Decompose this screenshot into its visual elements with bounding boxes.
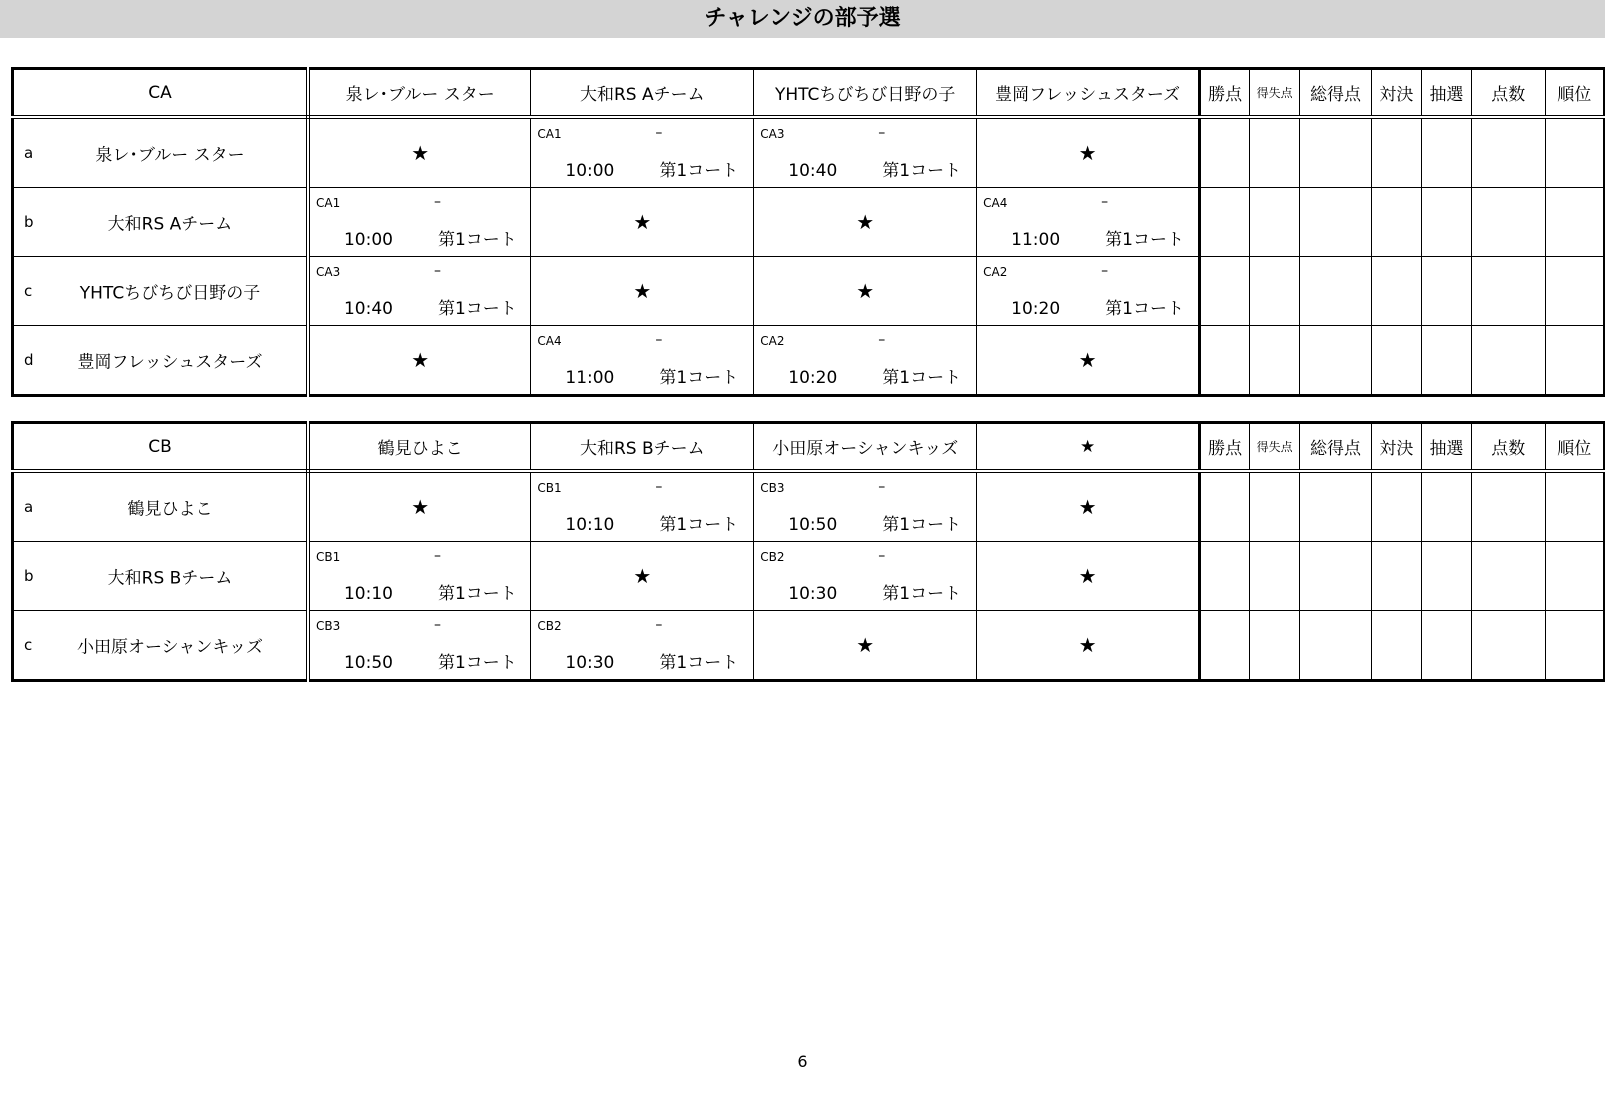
row-team-cell (13, 188, 308, 257)
match-cell (754, 257, 977, 326)
self-match-star: ★ (856, 279, 875, 303)
score-dash: – (433, 194, 441, 210)
score-dash: – (433, 617, 441, 633)
stat-cell (1200, 471, 1250, 542)
stat-header: 総得点 (1300, 423, 1372, 472)
match-cell (754, 117, 977, 188)
self-match-star: ★ (1078, 495, 1097, 519)
stat-cell (1471, 471, 1545, 542)
stat-cell (1250, 326, 1300, 396)
row-team-cell (13, 471, 308, 542)
match-cell (754, 471, 977, 542)
stat-cell (1421, 326, 1471, 396)
self-match-star: ★ (856, 633, 875, 657)
match-cell (977, 188, 1200, 257)
page-number: 6 (797, 1052, 808, 1071)
stat-header: 順位 (1545, 423, 1604, 472)
match-court: 第1コート (437, 653, 517, 673)
match-code: CA1 (315, 196, 341, 210)
match-cell (308, 117, 531, 188)
column-team-header: YHTCちびちび日野の子 (754, 69, 977, 118)
match-code: CA2 (760, 334, 785, 348)
stat-cell (1371, 326, 1421, 396)
match-code: CB3 (760, 481, 785, 495)
stat-cell (1250, 471, 1300, 542)
match-cell (531, 188, 754, 257)
match-code: CA4 (537, 334, 562, 348)
column-team-header: 大和RS Bチーム (531, 423, 754, 472)
stat-cell (1250, 257, 1300, 326)
column-team-header: 小田原オーシャンキッズ (754, 423, 977, 472)
stat-cell (1250, 188, 1300, 257)
table-row (13, 542, 1605, 611)
match-code: CA3 (315, 265, 341, 279)
match-time: 10:00 (343, 230, 393, 250)
stat-header: 勝点 (1200, 423, 1250, 472)
stat-header: 順位 (1545, 69, 1604, 118)
stat-cell (1421, 257, 1471, 326)
match-cell (308, 257, 531, 326)
match-code: CA4 (983, 196, 1008, 210)
stat-cell (1471, 257, 1545, 326)
header-row (13, 423, 1605, 472)
row-team-cell (13, 542, 308, 611)
row-tag: c (24, 282, 33, 300)
self-match-star: ★ (411, 348, 430, 372)
match-court: 第1コート (437, 299, 517, 319)
stat-cell (1200, 188, 1250, 257)
match-court: 第1コート (1105, 230, 1184, 250)
match-code: CA1 (537, 127, 562, 141)
stat-header: 総得点 (1300, 69, 1372, 118)
self-match-star: ★ (1078, 564, 1097, 588)
league-table-ca (11, 67, 1605, 397)
score-dash: – (878, 479, 886, 495)
match-cell (977, 611, 1200, 681)
match-cell (754, 542, 977, 611)
stat-header: 得失点 (1250, 423, 1300, 472)
match-time: 10:40 (343, 299, 393, 319)
match-cell (308, 188, 531, 257)
stat-cell (1200, 326, 1250, 396)
row-team-cell (13, 611, 308, 681)
stat-cell (1371, 188, 1421, 257)
score-dash: – (655, 125, 663, 141)
row-team-name: YHTCちびちび日野の子 (79, 283, 261, 304)
stat-header: 勝点 (1200, 69, 1250, 118)
match-cell (754, 326, 977, 396)
match-time: 10:10 (343, 584, 393, 604)
row-tag: d (24, 351, 34, 369)
score-dash: – (655, 479, 663, 495)
column-team-header: 泉レ･ブルー スター (308, 69, 531, 118)
match-cell (531, 117, 754, 188)
match-court: 第1コート (437, 230, 517, 250)
stat-cell (1545, 257, 1604, 326)
match-court: 第1コート (437, 584, 517, 604)
league-table-cb (11, 421, 1605, 682)
match-cell (531, 542, 754, 611)
match-code: CA3 (760, 127, 785, 141)
match-code: CA2 (983, 265, 1008, 279)
stat-cell (1300, 117, 1372, 188)
self-match-star: ★ (411, 495, 430, 519)
match-cell (531, 257, 754, 326)
stat-header: 点数 (1471, 69, 1545, 118)
row-tag: a (24, 498, 34, 516)
stat-cell (1545, 542, 1604, 611)
match-time: 10:50 (788, 515, 838, 535)
stat-cell (1545, 611, 1604, 681)
row-team-name: 豊岡フレッシュスターズ (77, 352, 263, 373)
stat-cell (1200, 257, 1250, 326)
match-cell (977, 326, 1200, 396)
row-tag: b (24, 213, 34, 231)
stat-header: 点数 (1471, 423, 1545, 472)
match-court: 第1コート (882, 368, 962, 388)
score-dash: – (655, 332, 663, 348)
stat-cell (1471, 117, 1545, 188)
table-row (13, 326, 1605, 396)
row-team-name: 小田原オーシャンキッズ (77, 637, 263, 658)
score-dash: – (655, 617, 663, 633)
match-court: 第1コート (1105, 299, 1184, 319)
score-dash: – (1101, 194, 1109, 210)
column-team-header: 鶴見ひよこ (308, 423, 531, 472)
self-match-star: ★ (633, 564, 652, 588)
stat-cell (1200, 611, 1250, 681)
row-team-cell (13, 326, 308, 396)
match-cell (754, 188, 977, 257)
match-code: CB2 (760, 550, 785, 564)
page-title: チャレンジの部予選 (0, 0, 1605, 38)
score-dash: – (878, 548, 886, 564)
stat-cell (1200, 542, 1250, 611)
match-cell (977, 117, 1200, 188)
match-time: 10:10 (565, 515, 615, 535)
stat-header: 対決 (1371, 69, 1421, 118)
stat-cell (1371, 257, 1421, 326)
match-cell (977, 471, 1200, 542)
stat-cell (1371, 611, 1421, 681)
match-cell (531, 326, 754, 396)
stat-cell (1371, 471, 1421, 542)
stat-cell (1300, 188, 1372, 257)
score-dash: – (433, 263, 441, 279)
match-cell (531, 471, 754, 542)
match-time: 10:40 (788, 161, 838, 181)
table-row (13, 117, 1605, 188)
stat-cell (1471, 188, 1545, 257)
row-team-name: 大和RS Bチーム (107, 568, 233, 589)
match-court: 第1コート (882, 515, 962, 535)
stat-header: 抽選 (1421, 423, 1471, 472)
stat-cell (1421, 117, 1471, 188)
match-time: 11:00 (565, 368, 615, 388)
match-court: 第1コート (659, 161, 739, 181)
stat-header: 得失点 (1250, 69, 1300, 118)
stat-cell (1545, 471, 1604, 542)
self-match-star: ★ (411, 141, 430, 165)
stat-cell (1300, 542, 1372, 611)
self-match-star: ★ (1078, 141, 1097, 165)
match-time: 10:50 (343, 653, 393, 673)
table-row (13, 257, 1605, 326)
stat-cell (1250, 611, 1300, 681)
score-dash: – (878, 332, 886, 348)
column-team-header: 大和RS Aチーム (531, 69, 754, 118)
match-cell (977, 542, 1200, 611)
stat-header: 対決 (1371, 423, 1421, 472)
match-time: 10:00 (565, 161, 615, 181)
header-row (13, 69, 1605, 118)
self-match-star: ★ (856, 210, 875, 234)
group-name: CA (13, 69, 308, 118)
table-row (13, 188, 1605, 257)
column-team-header: ★ (977, 423, 1200, 472)
stat-cell (1421, 188, 1471, 257)
match-cell (308, 542, 531, 611)
row-team-cell (13, 257, 308, 326)
match-cell (308, 471, 531, 542)
row-tag: a (24, 144, 34, 162)
stat-cell (1300, 326, 1372, 396)
match-code: CB1 (537, 481, 562, 495)
match-cell (754, 611, 977, 681)
row-team-cell (13, 117, 308, 188)
match-code: CB3 (315, 619, 341, 633)
stat-cell (1545, 188, 1604, 257)
stat-header: 抽選 (1421, 69, 1471, 118)
stat-cell (1250, 542, 1300, 611)
match-cell (308, 326, 531, 396)
match-court: 第1コート (882, 584, 962, 604)
stat-cell (1300, 257, 1372, 326)
stat-cell (1421, 471, 1471, 542)
self-match-star: ★ (1078, 348, 1097, 372)
table-row (13, 611, 1605, 681)
self-match-star: ★ (1078, 633, 1097, 657)
stat-cell (1471, 611, 1545, 681)
match-code: CB1 (315, 550, 341, 564)
stat-cell (1471, 542, 1545, 611)
stat-cell (1471, 326, 1545, 396)
match-code: CB2 (537, 619, 562, 633)
match-time: 10:20 (788, 368, 838, 388)
stat-cell (1300, 471, 1372, 542)
stat-cell (1371, 542, 1421, 611)
stat-cell (1421, 611, 1471, 681)
stat-cell (1250, 117, 1300, 188)
match-cell (977, 257, 1200, 326)
self-match-star: ★ (633, 279, 652, 303)
stat-cell (1545, 117, 1604, 188)
table-row (13, 471, 1605, 542)
match-cell (531, 611, 754, 681)
row-team-name: 大和RS Aチーム (107, 214, 233, 235)
match-time: 11:00 (1011, 230, 1061, 250)
match-court: 第1コート (882, 161, 962, 181)
score-dash: – (433, 548, 441, 564)
stat-cell (1200, 117, 1250, 188)
match-time: 10:30 (565, 653, 615, 673)
stat-cell (1545, 326, 1604, 396)
match-court: 第1コート (659, 653, 739, 673)
self-match-star: ★ (633, 210, 652, 234)
row-team-name: 鶴見ひよこ (127, 499, 213, 520)
match-time: 10:20 (1011, 299, 1061, 319)
column-team-header: 豊岡フレッシュスターズ (977, 69, 1200, 118)
stat-cell (1371, 117, 1421, 188)
stat-cell (1300, 611, 1372, 681)
row-tag: b (24, 567, 34, 585)
match-court: 第1コート (659, 368, 739, 388)
stat-cell (1421, 542, 1471, 611)
score-dash: – (1101, 263, 1109, 279)
match-court: 第1コート (659, 515, 739, 535)
match-cell (308, 611, 531, 681)
row-tag: c (24, 636, 33, 654)
row-team-name: 泉レ･ブルー スター (95, 145, 245, 166)
score-dash: – (878, 125, 886, 141)
match-time: 10:30 (788, 584, 838, 604)
group-name: CB (13, 423, 308, 472)
